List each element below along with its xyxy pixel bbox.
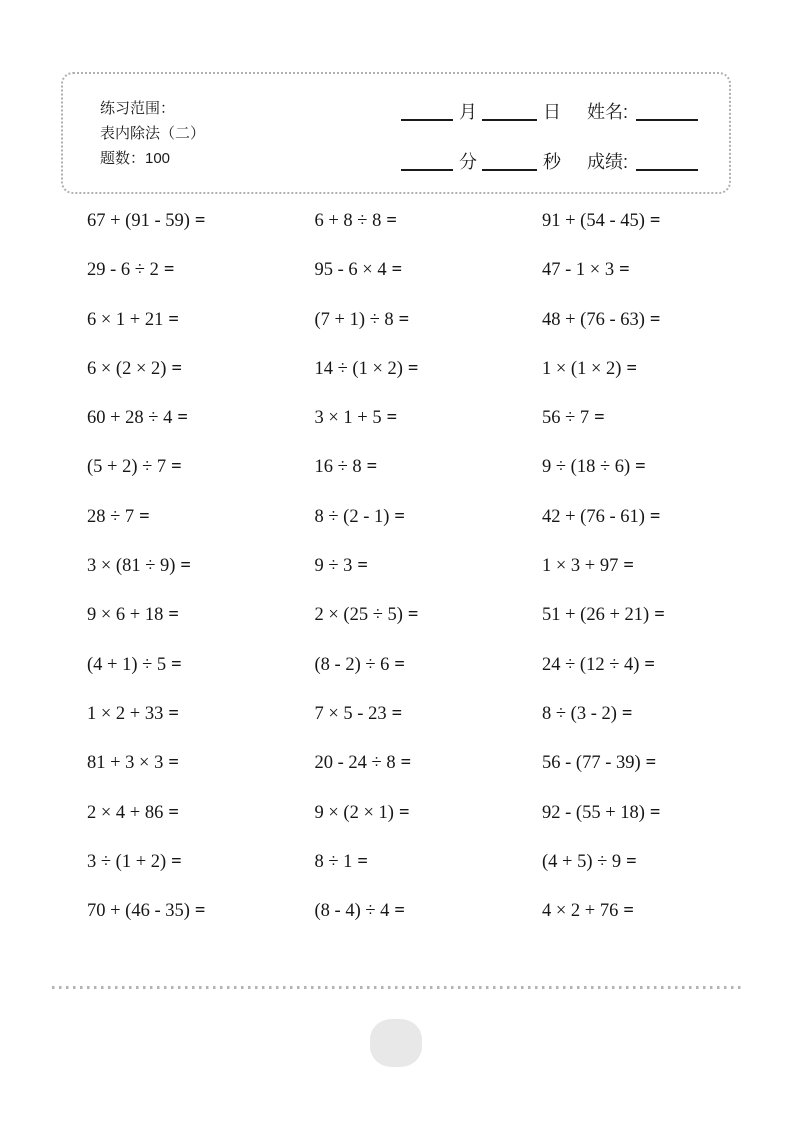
problem — [542, 456, 770, 505]
problem — [87, 259, 315, 308]
problem — [87, 555, 315, 604]
problem-expression: 9 ÷ 3 — [314, 556, 353, 577]
problem — [315, 900, 543, 949]
dotted-cut-line — [52, 986, 742, 989]
equals-sign: = — [594, 408, 605, 429]
problem-expression: 67 + (91 - 59) — [87, 211, 190, 231]
problem-expression: 28 ÷ 7 — [87, 506, 135, 527]
problem-expression: (4 + 1) ÷ 5 — [87, 654, 167, 675]
equals-sign: = — [163, 260, 175, 281]
problem — [542, 210, 770, 259]
problem — [542, 703, 770, 752]
problem — [87, 358, 315, 407]
problem — [315, 654, 543, 703]
problem-expression: 2 × 4 + 86 — [87, 802, 164, 823]
header-fields — [401, 98, 698, 198]
problem-expression: 3 × 1 + 5 — [314, 408, 382, 429]
equals-sign: = — [407, 358, 419, 379]
problem — [87, 604, 315, 653]
equals-sign: = — [386, 211, 397, 231]
equals-sign: = — [391, 260, 403, 281]
problem — [542, 407, 770, 456]
problem — [315, 210, 543, 259]
second-blank — [482, 164, 537, 171]
problem-expression: 3 ÷ (1 + 2) — [87, 851, 167, 872]
equals-sign: = — [394, 506, 405, 527]
problem-expression: 1 × (1 × 2) — [542, 358, 622, 379]
name-blank — [636, 114, 698, 121]
problem-expression: 47 - 1 × 3 — [542, 260, 615, 281]
equals-sign: = — [180, 556, 191, 577]
problem-expression: 51 + (26 + 21) — [542, 605, 650, 626]
problem-expression: 3 × (81 ÷ 9) — [87, 556, 176, 577]
problem — [87, 900, 315, 949]
problem-expression: 14 ÷ (1 × 2) — [314, 358, 403, 379]
equals-sign: = — [649, 309, 661, 330]
score-label: 成绩: — [587, 152, 629, 172]
problem-column — [315, 210, 543, 949]
minute-blank — [401, 164, 453, 171]
equals-sign: = — [626, 358, 637, 379]
problem-expression: 24 ÷ (12 ÷ 4) — [542, 654, 640, 675]
equals-sign: = — [649, 802, 661, 823]
day-blank — [482, 114, 537, 121]
equals-sign: = — [168, 753, 179, 774]
problem — [87, 654, 315, 703]
header-box — [61, 72, 731, 194]
problem-expression: 6 + 8 ÷ 8 — [314, 211, 382, 231]
problem — [315, 259, 543, 308]
equals-sign: = — [394, 901, 405, 922]
equals-sign: = — [649, 211, 661, 231]
problem-expression: 2 × (25 ÷ 5) — [314, 605, 403, 626]
problem — [315, 456, 543, 505]
practice-range-label: 练习范围： — [100, 100, 176, 117]
equals-sign: = — [626, 851, 637, 872]
problem-count: 题数：100 — [100, 150, 171, 167]
equals-sign: = — [645, 753, 657, 774]
problem-expression: 20 - 24 ÷ 8 — [314, 753, 396, 774]
problem — [542, 358, 770, 407]
page-number-placeholder — [370, 1019, 422, 1067]
problem-expression: 42 + (76 - 61) — [542, 506, 645, 527]
problem-expression: (5 + 2) ÷ 7 — [87, 457, 167, 478]
problem — [542, 604, 770, 653]
problem-expression: 48 + (76 - 63) — [542, 309, 645, 330]
equals-sign: = — [168, 703, 179, 724]
problem-expression: 6 × 1 + 21 — [87, 309, 164, 330]
score-blank — [636, 164, 698, 171]
problem — [87, 752, 315, 801]
name-label: 姓名: — [587, 102, 629, 122]
month-blank — [401, 114, 453, 121]
equals-sign: = — [366, 457, 378, 478]
problem-expression: 4 × 2 + 76 — [542, 901, 619, 922]
problem-expression: 1 × 2 + 33 — [87, 703, 164, 724]
problem — [87, 456, 315, 505]
problem-expression: 9 × 6 + 18 — [87, 605, 164, 626]
day-label: 日 — [543, 102, 561, 122]
practice-topic: 表内除法（二） — [100, 125, 206, 142]
equals-sign: = — [168, 309, 179, 330]
problem-expression: 95 - 6 × 4 — [314, 260, 387, 281]
problem — [542, 259, 770, 308]
equals-sign: = — [357, 556, 368, 577]
problem — [87, 506, 315, 555]
problem-expression: (8 - 2) ÷ 6 — [314, 654, 390, 675]
equals-sign: = — [398, 802, 410, 823]
problem-expression: (8 - 4) ÷ 4 — [314, 901, 390, 922]
problem — [315, 604, 543, 653]
equals-sign: = — [171, 457, 182, 478]
problem-expression: 8 ÷ 1 — [314, 851, 353, 872]
problem — [87, 309, 315, 358]
problem-expression: 7 × 5 - 23 — [314, 703, 387, 724]
problem-expression: 6 × (2 × 2) — [87, 358, 167, 379]
problem-expression: 1 × 3 + 97 — [542, 556, 619, 577]
problem — [87, 703, 315, 752]
problem — [542, 309, 770, 358]
problem — [542, 802, 770, 851]
problem — [87, 407, 315, 456]
problem — [315, 752, 543, 801]
problem — [542, 506, 770, 555]
equals-sign: = — [654, 605, 665, 626]
equals-sign: = — [139, 506, 150, 527]
problem-expression: 56 ÷ 7 — [542, 408, 590, 429]
equals-sign: = — [635, 457, 646, 478]
equals-sign: = — [400, 753, 412, 774]
problem — [542, 654, 770, 703]
problem-expression: 8 ÷ (3 - 2) — [542, 703, 617, 724]
equals-sign: = — [194, 901, 206, 922]
problem-expression: 91 + (54 - 45) — [542, 211, 645, 231]
equals-sign: = — [171, 654, 182, 675]
problem — [315, 407, 543, 456]
equals-sign: = — [168, 605, 179, 626]
time-score-row — [401, 148, 698, 171]
problem — [542, 900, 770, 949]
equals-sign: = — [621, 703, 633, 724]
equals-sign: = — [171, 358, 182, 379]
problem — [315, 802, 543, 851]
problem-expression: 8 ÷ (2 - 1) — [314, 506, 390, 527]
equals-sign: = — [168, 802, 179, 823]
practice-info — [100, 96, 205, 171]
equals-sign: = — [194, 211, 206, 231]
problem — [315, 703, 543, 752]
equals-sign: = — [407, 605, 419, 626]
equals-sign: = — [357, 851, 368, 872]
problem — [87, 802, 315, 851]
equals-sign: = — [391, 703, 403, 724]
problem — [542, 851, 770, 900]
second-label: 秒 — [543, 152, 561, 172]
problem — [87, 851, 315, 900]
problem-expression: 9 ÷ (18 ÷ 6) — [542, 457, 631, 478]
equals-sign: = — [644, 654, 655, 675]
equals-sign: = — [177, 408, 188, 429]
problem-column — [87, 210, 315, 949]
problem-expression: 29 - 6 ÷ 2 — [87, 260, 159, 281]
problem-expression: 70 + (46 - 35) — [87, 901, 190, 922]
minute-label: 分 — [459, 152, 477, 172]
problem — [315, 555, 543, 604]
problem-expression: 9 × (2 × 1) — [314, 802, 394, 823]
equals-sign: = — [398, 309, 410, 330]
problem — [542, 752, 770, 801]
problem — [542, 555, 770, 604]
problem-expression: 81 + 3 × 3 — [87, 753, 164, 774]
equals-sign: = — [386, 408, 398, 429]
problem-expression: (4 + 5) ÷ 9 — [542, 851, 622, 872]
problem — [315, 851, 543, 900]
problem-expression: 60 + 28 ÷ 4 — [87, 408, 173, 429]
equals-sign: = — [619, 260, 630, 281]
problem — [315, 506, 543, 555]
problem-column — [542, 210, 770, 949]
equals-sign: = — [649, 506, 661, 527]
equals-sign: = — [623, 901, 634, 922]
problem-expression: (7 + 1) ÷ 8 — [314, 309, 394, 330]
equals-sign: = — [394, 654, 405, 675]
problem-expression: 56 - (77 - 39) — [542, 753, 641, 774]
problem — [315, 358, 543, 407]
problem-expression: 16 ÷ 8 — [314, 457, 362, 478]
problems-grid — [87, 210, 770, 949]
equals-sign: = — [171, 851, 182, 872]
problem — [87, 210, 315, 259]
date-name-row — [401, 98, 698, 121]
month-label: 月 — [459, 102, 477, 122]
problem — [315, 309, 543, 358]
equals-sign: = — [623, 556, 634, 577]
problem-expression: 92 - (55 + 18) — [542, 802, 645, 823]
